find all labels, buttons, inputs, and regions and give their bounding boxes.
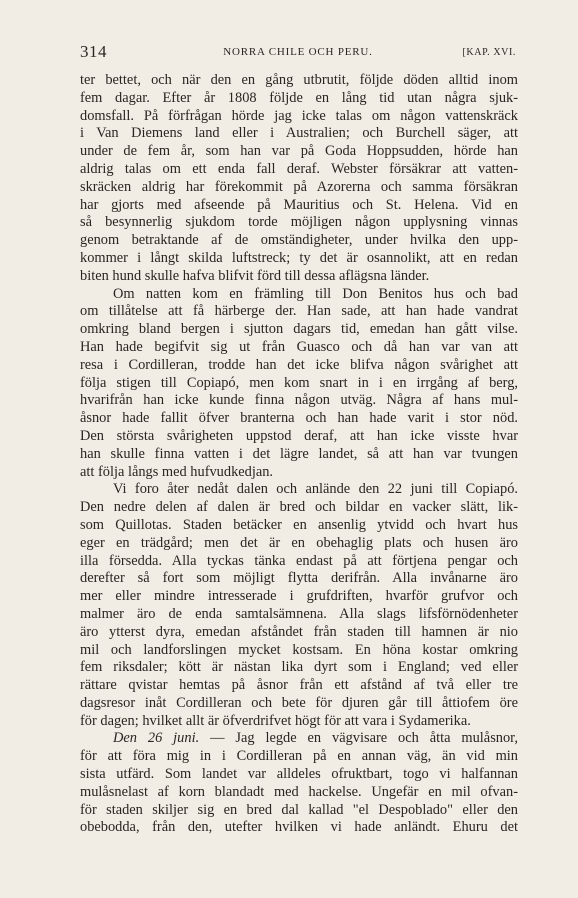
text-line: Om natten kom en främling till Don Benitos hus och bad [113, 285, 518, 302]
text-line: har gjorts med afseende på Mauritius och St. Helena. Vid en [80, 196, 518, 213]
text-line: dagsresor inåt Cordilleran och bete för djuren går till åttiofem öre [80, 694, 518, 711]
text-line: för att föra mig in i Cordilleran på en annan väg, än vid min [80, 748, 518, 765]
text-line: mer eller mindre intresserade i grufdriften, hvarför grufvor och [80, 588, 518, 605]
text-line: derefter så fort som möjligt flytta derifrån. Alla invånarne äro [80, 570, 518, 587]
text-line: under de fem år, som han var på Goda Hoppsudden, hörde han [80, 143, 518, 160]
text-line: genom betraktande af de omständigheter, under hvilka den upp- [80, 232, 518, 249]
diary-entry-first-line [80, 730, 518, 748]
text-line: Den största svårigheten uppstod deraf, att han icke visste hvar [80, 427, 518, 444]
text-line: äro ytterst dyra, emedan afståndet från staden till hamnen är nio [80, 623, 518, 640]
diary-text: — Jag legde en vägvisare och åtta mulåsnor, [199, 730, 519, 747]
diary-date: Den 26 juni. [113, 730, 200, 747]
text-line: hvarifrån han icke kunde finna någon utväg. Några af hans mul- [80, 392, 518, 409]
text-line: sista utfärd. Som landet var alldeles ofruktbart, togo vi halfannan [80, 766, 518, 783]
text-line: åsnor hade fallit öfver branterna och han hade varit i stor nöd. [80, 410, 518, 427]
text-line: följa stigen till Copiapó, men kom snart in i en irrgång af berg, [80, 374, 518, 391]
text-line: rättare qvistar hemtas på åsnor från ett afstånd af två eller tre [80, 677, 518, 694]
text-line: domsfall. På förfrågan hörde jag icke talas om någon vattenskräck [80, 107, 518, 124]
text-line: om tillåtelse att få härberge der. Han sade, att han hade vandrat [80, 303, 518, 320]
text-line: Han hade begifvit sig ut från Guasco och då han var van att [80, 338, 518, 355]
text-line: som Quillotas. Staden betäcker en ansenlig ytvidd och hvart hus [80, 516, 518, 533]
text-line: omkring bland bergen i sjutton dagars tid, emedan han gått vilse. [80, 321, 518, 338]
text-line: malmer äro de enda samtalsämnena. Alla slags lifsförnödenheter [80, 605, 518, 622]
text-line: i Van Diemens land eller i Australien; och Burchell säger, att [80, 125, 518, 142]
text-line: Den nedre delen af dalen är bred och bildar en vacker slätt, lik- [80, 499, 518, 516]
chapter-marker: [KAP. XVI. [462, 47, 516, 58]
text-line: skräcken aldrig har förekommit på Azorerna och samma försäkran [80, 178, 518, 195]
page-number: 314 [80, 42, 107, 61]
text-line: obebodda, från den, utefter hvilken vi hade anländt. Ehuru det [80, 819, 518, 836]
text-line: resa i Cordilleran, trodde han det icke blifva någon svårighet att [80, 356, 518, 373]
text-line: mil och landforslingen mycket kostsam. En höna kostar omkring [80, 641, 518, 658]
text-line: aldrig talas om ett enda fall deraf. Webster försäkrar att vatten- [80, 160, 518, 177]
text-line: illa försedda. Alla tyckas tänka endast på att förtjena pengar och [80, 552, 518, 569]
text-line: för dagen; hvilket allt är öfverdrifvet högt för att vara i Sydamerika. [80, 712, 471, 729]
text-line: Vi foro åter nedåt dalen och anlände den 22 juni till Copiapó. [113, 481, 518, 498]
text-line: fem riksdaler; kött är nästan lika dyrt som i England; ved eller [80, 659, 518, 676]
text-line: att följa långs med hufvudkedjan. [80, 463, 274, 480]
text-line: han skulle finna vatten i det lägre landet, så att han var tvungen [80, 445, 518, 462]
text-line: för staden skiljer sig en bred dal kallad "el Despoblado" eller den [80, 801, 518, 818]
body-text [80, 72, 518, 837]
text-line: så besynnerlig sjukdom torde möjligen någon upplysning vinnas [80, 214, 518, 231]
page-header [80, 40, 516, 64]
text-line: mulåsnelast af korn blandadt med hackelse. Ungefär en mil ofvan- [80, 783, 518, 800]
text-line: ter bettet, och när den en gång utbrutit, följde döden alltid inom [80, 72, 518, 88]
text-line: kommer i långt skilda luftstreck; ty det är osannolikt, att en redan [80, 249, 518, 266]
running-title: NORRA CHILE OCH PERU. [223, 46, 373, 58]
text-line: biten hund skulle hafva blifvit förd till dessa aflägsna länder. [80, 267, 430, 284]
text-line: eger en trädgård; men det är en obehaglig plats och husen äro [80, 534, 518, 551]
text-line: fem dagar. Efter år 1808 följde en lång tid utan några sjuk- [80, 89, 518, 106]
